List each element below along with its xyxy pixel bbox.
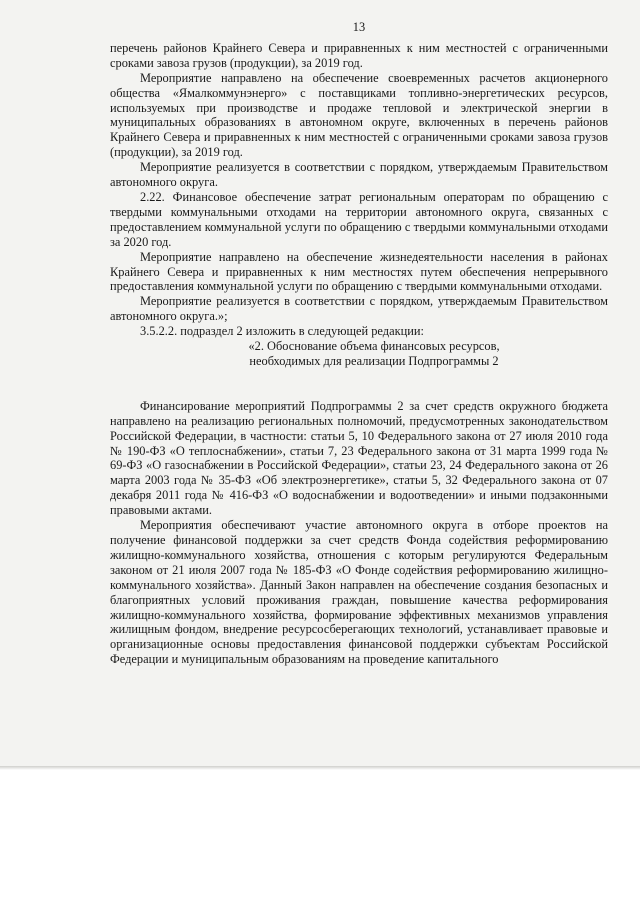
section-heading-line2: необходимых для реализации Подпрограммы 2 xyxy=(249,353,499,368)
paragraph-measure-purpose: Мероприятие направлено на обеспечение своевременных расчетов акционерного общества «Ямалкоммунэнерго» с поставщиками топливно-энергетических ресурсов, используемых при производстве и продаже тепловой и электрической энергии в муниципальных образованиях в автономном округе, включенных в перечень районов Крайнего Севера и приравненных к ним местностей с ограниченными сроками завоза грузов (продукции), за 2019 год. xyxy=(110,70,608,160)
section-heading xyxy=(110,339,608,369)
section-heading-line1: «2. Обоснование объема финансовых ресурсов, xyxy=(248,339,500,354)
spacer xyxy=(110,369,608,399)
page-number: 13 xyxy=(352,20,366,34)
paragraph-item-2-22-procedure: Мероприятие реализуется в соответствии с порядком, утверждаемым Правительством автономного округа.»; xyxy=(110,294,608,324)
paragraph-continuation: перечень районов Крайнего Севера и приравненных к ним местностей с ограниченными сроками завоза грузов (продукции), за 2019 год. xyxy=(110,40,608,70)
paragraph-item-2-22: 2.22. Финансовое обеспечение затрат региональным операторам по обращению с твердыми коммунальными отходами на территории автономного округа, связанных с предоставлением коммунальной услуги по обращению с твердыми коммунальными отходами за 2020 год. xyxy=(110,189,608,249)
paragraph-financing: Финансирование мероприятий Подпрограммы 2 за счет средств окружного бюджета направлено на реализацию региональных полномочий, предусмотренных законодательством Российской Федерации, в частности: статьи 5, 10 Федерального закона от 27 июля 2010 года № 190-ФЗ «О теплоснабжении», статьи 7, 23 Федерального закона от 31 марта 1999 года № 69-ФЗ «О газоснабжении в Российской Федерации», статьи 23, 24 Федерального закона от 26 марта 2003 года № 35-ФЗ «Об электроэнергетике», статьи 5, 32 Федерального закона от 07 декабря 2011 года № 416-ФЗ «О водоснабжении и водоотведении» и иными подзаконными правовыми актами. xyxy=(110,398,608,518)
paragraph-item-2-22-purpose: Мероприятие направлено на обеспечение жизнедеятельности населения в районах Крайнего Севера и приравненных к ним местностях путем обеспечения непрерывного предоставления коммунальной услуги по обращению с твердыми коммунальными отходами. xyxy=(110,249,608,294)
document-page xyxy=(110,20,608,667)
paragraph-fund-participation: Мероприятия обеспечивают участие автономного округа в отборе проектов на получение финансовой поддержки за счет средств Фонда содействия реформированию жилищно-коммунального хозяйства, отношения с которым регулируются Федеральным законом от 21 июля 2007 года № 185-ФЗ «О Фонде содействия реформированию жилищно-коммунального хозяйства». Данный Закон направлен на обеспечение создания безопасных и благоприятных условий проживания граждан, повышение качества реформирования жилищно-коммунального хозяйства, формирование эффективных механизмов управления жилищным фондом, внедрение ресурсосберегающих технологий, устанавливает правовые и организационные основы предоставления финансовой поддержки субъектам Российской Федерации и муниципальным образованиям на проведение капитального xyxy=(110,518,608,667)
paragraph-amendment-3-5-2-2: 3.5.2.2. подраздел 2 изложить в следующей редакции: xyxy=(140,324,424,339)
scan-bottom-edge xyxy=(0,766,640,770)
paragraph-measure-procedure: Мероприятие реализуется в соответствии с порядком, утверждаемым Правительством автономного округа. xyxy=(110,160,608,190)
